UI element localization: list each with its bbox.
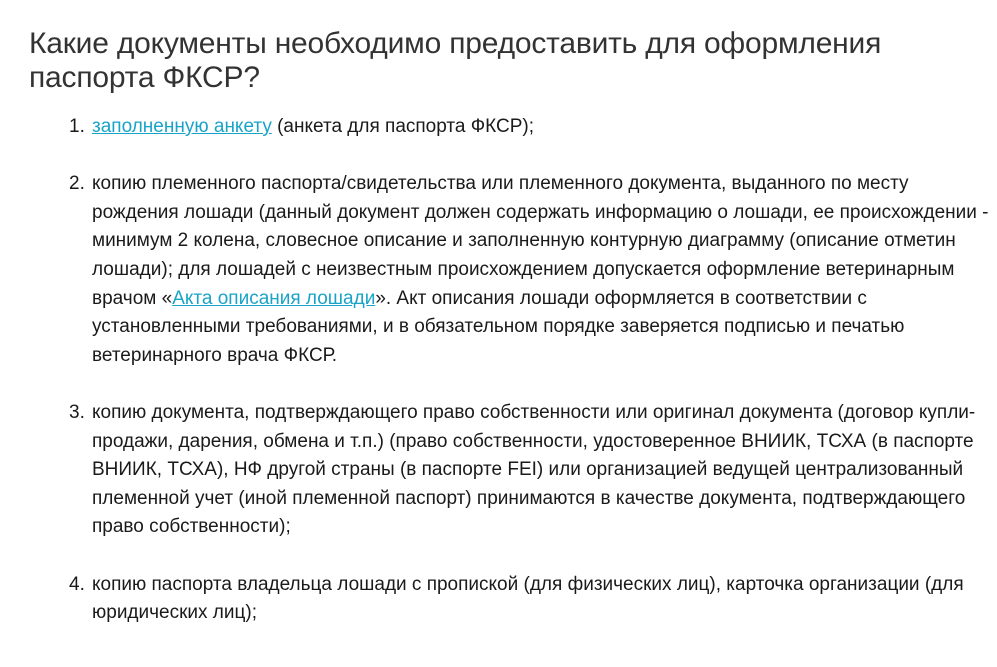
list-item-number: 3. [69, 401, 85, 423]
page-title: Какие документы необходимо предоставить для оформления паспорта ФКСР? [29, 27, 882, 94]
list-item-number: 4. [69, 573, 85, 595]
list-item-2 [0, 170, 997, 370]
list-item-4 [0, 571, 997, 628]
documents-list [0, 113, 997, 656]
list-item-number: 2. [69, 173, 85, 195]
horse-description-act-link[interactable]: Акта описания лошади [172, 287, 376, 309]
list-item-text: копию документа, подтверждающего право собственности или оригинал документа (договор купли-продажи, дарения, обмена и т.п.) (право собственности, удостоверенное ВНИИК, ТСХА (в паспорте ВНИИК, ТСХА), НФ другой страны (в паспорте FEI) или организацией ведущей централизованный племенной учет (иной племенной паспорт) принимаются в качестве документа, подтверждающего право собственности); [92, 401, 976, 538]
list-item-text: копию паспорта владельца лошади с пропиской (для физических лиц), карточка организации (для юридических лиц); [92, 573, 964, 624]
list-item-text: копию племенного паспорта/свидетельства или племенного документа, выданного по месту рождения лошади (данный документ должен содержать информацию о лошади, ее происхождении - минимум 2 колена, словесное описание и заполненную контурную диаграмму (описание отметин лошади); для лошадей с неизвестным происхождением допускается оформление ветеринарным врачом « [92, 173, 989, 309]
list-item-3 [0, 399, 997, 542]
list-item-text: ». Акт описания лошади оформляется в соответствии с установленными требованиями, и в обязательном порядке заверяется подписью и печатью ветеринарного врача ФКСР. [92, 287, 905, 366]
questionnaire-link[interactable]: заполненную анкету [92, 116, 272, 137]
list-item-text: (анкета для паспорта ФКСР); [271, 116, 535, 137]
list-item-number: 1. [69, 116, 85, 137]
list-item-1 [0, 113, 997, 142]
